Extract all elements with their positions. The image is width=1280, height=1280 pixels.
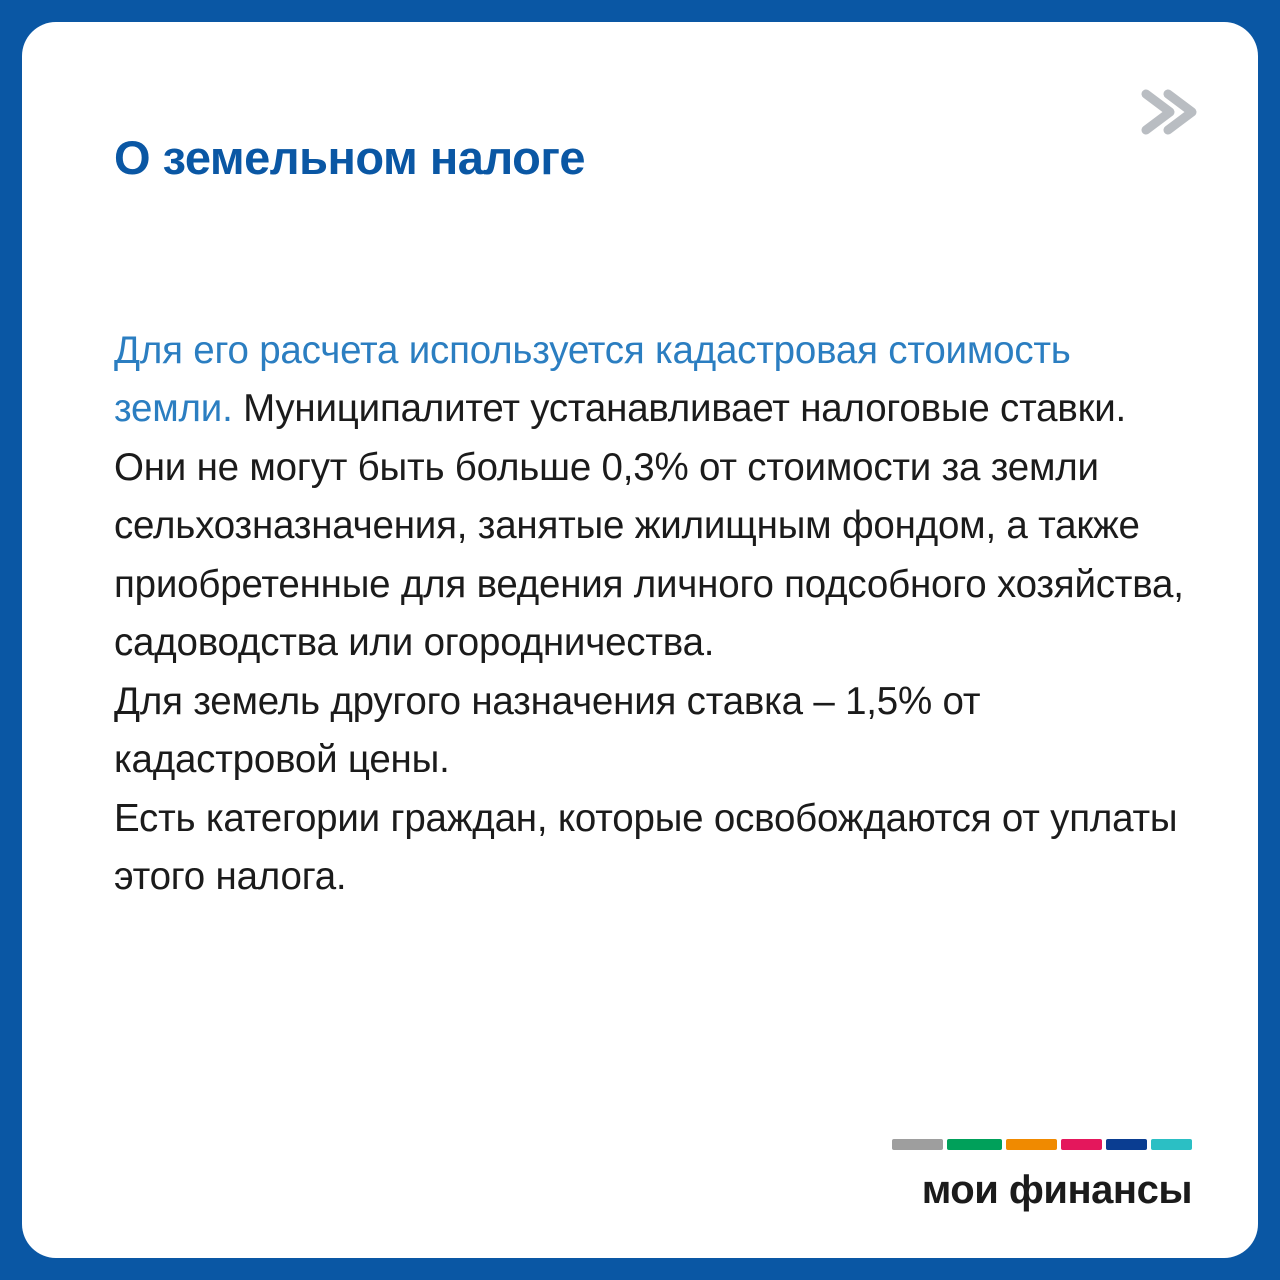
logo-bar-1 — [892, 1139, 943, 1150]
logo-color-bars — [892, 1139, 1192, 1150]
brand-logo — [892, 1139, 1192, 1210]
double-chevron-right-icon[interactable] — [1136, 80, 1200, 144]
paragraph-1-rest: Муниципалитет устанавливает налоговые ставки. Они не могут быть больше 0,3% от стоимости за земли сельхозназначения, занятые жилищным фондом, а также приобретенные для ведения личного подсобного хозяйства, садоводства или огородничества. — [114, 387, 1184, 665]
page-title: О земельном налоге — [114, 131, 586, 184]
content-card — [22, 22, 1258, 1258]
paragraph-2: Для земель другого назначения ставка – 1,5% от кадастровой цены. — [114, 679, 981, 782]
logo-wordmark: мои финансы — [921, 1168, 1192, 1212]
logo-bar-2 — [947, 1139, 1003, 1150]
logo-bar-6 — [1151, 1139, 1192, 1150]
body-text — [114, 322, 1186, 907]
logo-bar-3 — [1006, 1139, 1057, 1150]
logo-bar-5 — [1106, 1139, 1147, 1150]
accent-phrase: Для его расчета используется кадастровая стоимость земли. — [114, 328, 1071, 431]
paragraph-1 — [114, 322, 1186, 673]
paragraph-3: Есть категории граждан, которые освобождаются от уплаты этого налога. — [114, 796, 1178, 899]
logo-bar-4 — [1061, 1139, 1102, 1150]
